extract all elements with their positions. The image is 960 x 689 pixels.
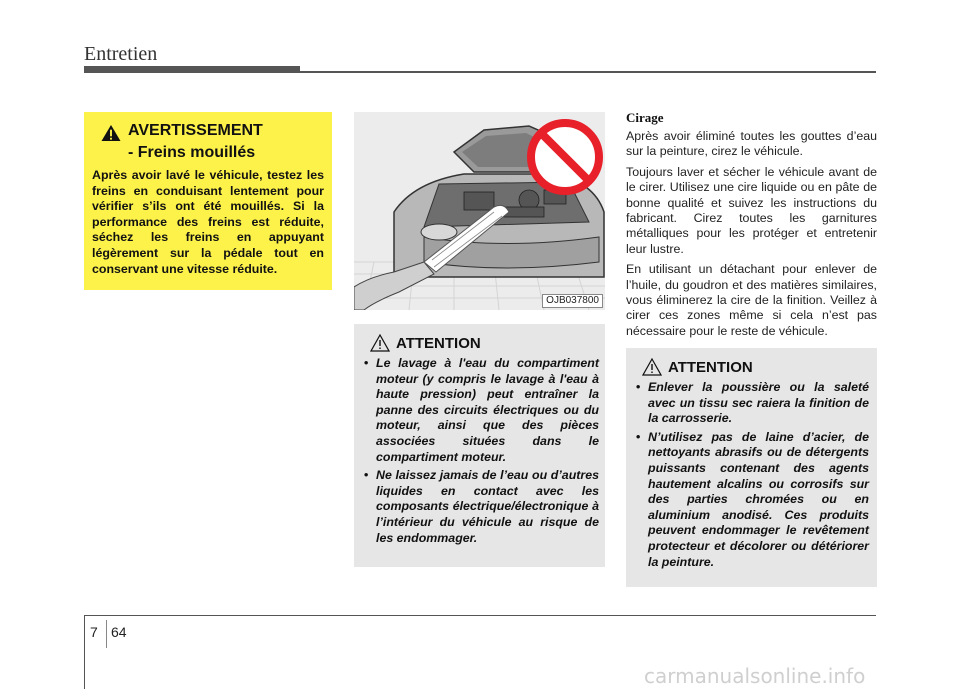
watermark: carmanualsonline.info <box>644 664 866 688</box>
attention-item: • Ne laissez jamais de l’eau ou d’autres liquides en contact avec les composants électrique/électronique à l’intérieur du véhicule au risque de les endommager. <box>362 468 599 546</box>
attention-box-paint <box>626 348 877 587</box>
attention-list <box>634 380 869 570</box>
attention-item: • Enlever la poussière ou la saleté avec un tissu sec raiera la finition de la carrosserie. <box>634 380 869 427</box>
cirage-title: Cirage <box>626 110 664 125</box>
warning-heading <box>92 122 324 142</box>
chapter-number: 7 <box>90 624 98 640</box>
attention-item: • Le lavage à l'eau du compartiment moteur (y compris le lavage à l'eau à haute pression) peut entraîner la panne des circuits électriques ou du moteur, ainsi que des pièces associées situées dans le compartiment moteur. <box>362 356 599 465</box>
cirage-paragraph: En utilisant un détachant pour enlever de l’huile, du goudron et des matières similaires, vous éliminerez la cire de la finition. Veillez à cirer ces zones même si cela n’est pas nécessaire pour le reste de véhicule. <box>626 262 877 338</box>
caution-triangle-icon <box>370 334 390 352</box>
attention-title: ATTENTION <box>668 358 753 376</box>
attention-box-engine <box>354 324 605 567</box>
caution-triangle-icon <box>642 358 662 376</box>
attention-heading <box>634 358 869 376</box>
warning-triangle-icon <box>100 124 122 142</box>
header-rule-thin <box>300 71 876 73</box>
car-hood-open-prohibited-image <box>354 112 605 310</box>
cirage-section <box>626 110 877 344</box>
attention-heading <box>362 334 599 352</box>
footer-divider <box>106 620 107 648</box>
attention-list <box>362 356 599 546</box>
attention-item: • N’utilisez pas de laine d’acier, de nettoyants abrasifs ou de détergents puissants contenant des agents hautement alcalins ou corrosifs sur des parties chromées ou en aluminium anodisé. Ces produits peuvent endommager le revêtement protecteur et décolorer ou détériorer la peinture. <box>634 430 869 570</box>
warning-title: AVERTISSEMENT <box>128 122 263 139</box>
warning-subtitle: - Freins mouillés <box>128 144 256 161</box>
warning-box <box>84 112 332 290</box>
warning-body: Après avoir lavé le véhicule, testez les freins en conduisant lentement pour vérifier s’ils ont été mouillés. Si la performance des freins est réduite, séchez les freins en appuyant légèrement sur la pédale tout en conservant une vitesse réduite. <box>92 168 324 276</box>
engine-wash-illustration <box>354 112 605 310</box>
attention-title: ATTENTION <box>396 334 481 352</box>
page-number: 64 <box>111 624 127 640</box>
cirage-paragraph: Toujours laver et sécher le véhicule avant de le cirer. Utilisez une cire liquide ou en pâte de bonne qualité et suivez les instructions du fabricant. Cirez toutes les garnitures métalliques pour les protéger et entretenir leur lustre. <box>626 164 877 256</box>
footer-rule-vertical <box>84 615 85 689</box>
section-title: Entretien <box>84 43 158 65</box>
cirage-paragraph: Après avoir éliminé toutes les gouttes d’eau sur la peinture, cirez le véhicule. <box>626 129 877 159</box>
figure-code: OJB037800 <box>542 294 603 308</box>
header-rule-thick <box>84 66 300 73</box>
footer-rule <box>84 615 876 616</box>
